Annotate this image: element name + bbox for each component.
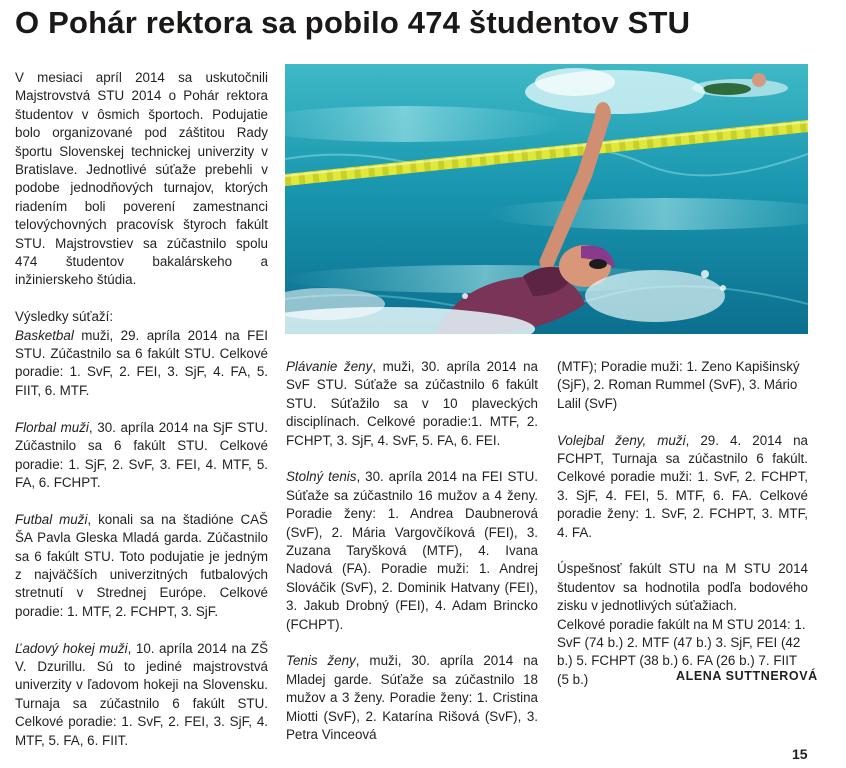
article-title: O Pohár rektora sa pobilo 474 študentov STU [15, 5, 691, 40]
result-tenis: Tenis ženy, muži, 30. apríla 2014 na Mladej garde. Súťaže sa zúčastnilo 18 mužov a 3 ženy. Poradie ženy: 1. Cristina Miotti (SvF), 2. Katarína Rišová (SvF), 3. Petra Vinceová [286, 653, 538, 743]
intro-paragraph: V mesiaci apríl 2014 sa uskutočnili Majstrovstvá STU 2014 o Pohár rektora študentov v ôsmich športoch. Podujatie bolo organizované pod záštitou Rady športu Slovenskej technickej univerzity v Bratislave. Jednotlivé súťaže prebehli v podobe jednodňových turnajov, ktorých riadením boli poverení zamestnanci telovýchovných pracovísk štyroch fakúlt STU. Majstrovstiev sa zúčastnilo spolu 474 študentov bakalárskeho a inžinierskeho štúdia. [15, 70, 268, 288]
column-3 [557, 358, 808, 708]
success-paragraph: Úspešnosť fakúlt STU na M STU 2014 študentov sa hodnotila podľa bodového zisku v jednotlivých súťažiach. [557, 561, 808, 614]
column-1 [15, 69, 268, 768]
result-futbal: Futbal muži, konali sa na štadióne CAŠ ŠA Pavla Gleska Mladá garda. Zúčastnilo sa 6 fakúlt STU. Toto podujatie je jedným z najväčších univerzitných futbalových stretnutí v Strednej Európe. Celkové poradie: 1. MTF, 2. FCHPT, 3. SjF. [15, 511, 268, 619]
page-number: 15 [792, 746, 808, 762]
result-hokej: Ľadový hokej muži, 10. apríla 2014 na ZŠ V. Dzurillu. Sú to jediné majstrovstvá univerzity v ľadovom hokeji na Slovensku. Turnaja sa zúčastnilo 6 fakúlt STU. Celkové poradie: 1. SvF, 2. FEI, 3. SjF, 4. MTF, 5. FA, 6. FIIT. [15, 640, 269, 748]
result-florbal: Florbal muži, 30. apríla 2014 na SjF STU. Zúčastnilo sa 6 fakúlt STU. Celkové poradie: 1. SjF, 2. SvF, 3. FEI, 4. MTF, 5. FA, 6. FCHPT. [15, 419, 268, 490]
result-stolny-tenis: Stolný tenis, 30. apríla 2014 na FEI STU. Súťaže sa zúčastnilo 16 mužov a 4 ženy. Poradie ženy: 1. Andrea Daubnerová (SvF), 2. Mária Vargovčíková (FEI), 3. Zuzana Taryšková (MTF), 4. Ivana Nadová (FA). Poradie muži: 1. Andrej Slováčik (SvF), 2. Dominik Hatvany (FEI), 3. Jakub Drobný (FEI), 4. Adam Brincko (FCHPT). [286, 469, 538, 632]
column-2 [286, 358, 538, 763]
results-heading: Výsledky súťaží: [15, 309, 114, 325]
result-volejbal: Volejbal ženy, muži, 29. 4. 2014 na FCHPT, Turnaja sa zúčastnilo 6 fakúlt. Celkové poradie muži: 1. SvF, 2. FCHPT, 3. SjF, 4. FEI, 5. MTF, 6. FA. Celkové poradie ženy: 1. SvF, 2. FCHPT, 3. MTF, 4. FA. [557, 432, 808, 540]
overall-ranking: Celkové poradie fakúlt na M STU 2014: 1. SvF (74 b.) 2. MTF (47 b.) 3. SjF, FEI (42 b.) 5. FCHPT (38 b.) 6. FA (26 b.) 7. FIIT (5 b.) [557, 616, 806, 687]
swimming-photo [285, 64, 808, 334]
result-basketbal: Basketbal muži, 29. apríla 2014 na FEI STU. Zúčastnilo sa 6 fakúlt STU. Celkové poradie: 1. SvF, 2. FEI, 3. SjF, 4. FA, 5. FIIT, 6. MTF. [15, 327, 268, 398]
result-tenis-continued: (MTF); Poradie muži: 1. Zeno Kapišinský (SjF), 2. Roman Rummel (SvF), 3. Mário Lalil (SvF) [557, 359, 800, 411]
result-plavanie: Plávanie ženy, muži, 30. apríla 2014 na SvF STU. Súťaže sa zúčastnilo 6 fakúlt STU. Súťažilo sa v 10 plaveckých disciplínach. Celkové poradie:1. MTF, 2. FCHPT, 3. SjF, 4. SvF, 5. FA, 6. FEI. [286, 359, 539, 448]
author-name: ALENA SUTTNEROVÁ [676, 669, 818, 683]
